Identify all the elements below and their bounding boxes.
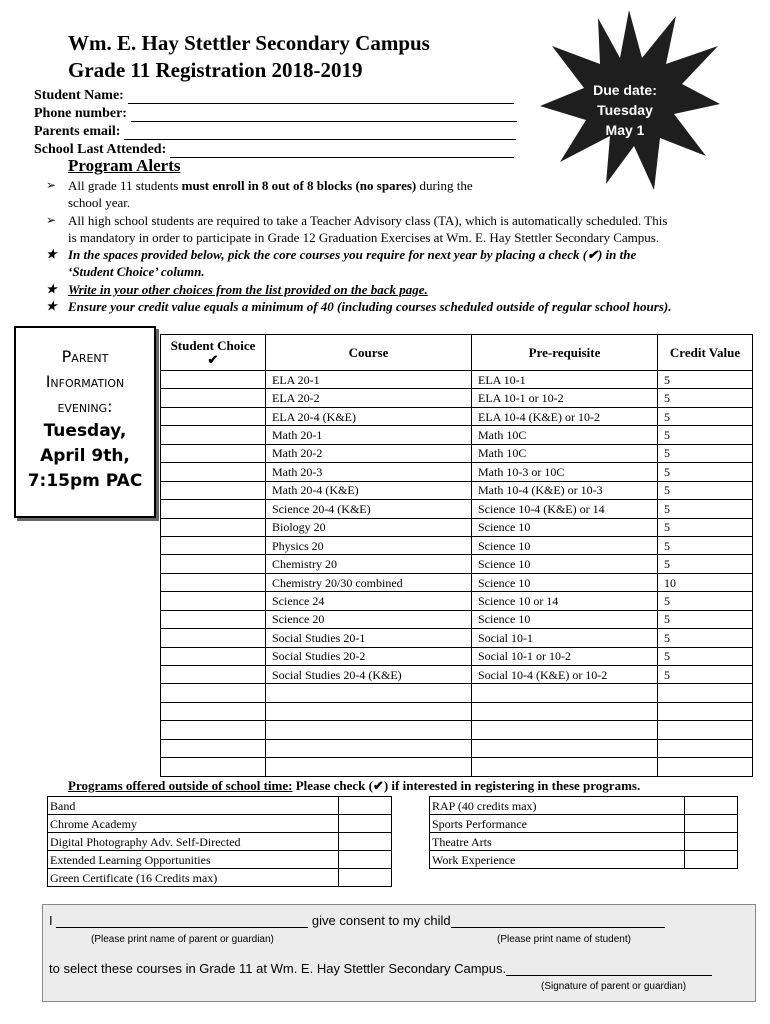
- program-check-cell[interactable]: [339, 797, 392, 815]
- due-date-text: [566, 80, 684, 140]
- credit-value-cell: [658, 739, 753, 757]
- program-name: RAP (40 credits max): [430, 797, 685, 815]
- student-choice-cell[interactable]: [161, 536, 266, 554]
- course-row: [161, 573, 753, 591]
- credit-value-cell: [658, 721, 753, 739]
- alert-item: [46, 298, 726, 315]
- student-choice-cell[interactable]: [161, 481, 266, 499]
- credit-value-cell: 5: [658, 518, 753, 536]
- course-cell: ELA 20-2: [266, 389, 472, 407]
- program-row: [430, 851, 738, 869]
- credit-value-cell: [658, 758, 753, 776]
- due-date-day: Tuesday: [597, 102, 653, 118]
- student-choice-cell[interactable]: [161, 758, 266, 776]
- program-check-cell[interactable]: [339, 869, 392, 887]
- student-choice-cell[interactable]: [161, 518, 266, 536]
- student-choice-cell[interactable]: [161, 592, 266, 610]
- student-choice-cell[interactable]: [161, 739, 266, 757]
- credit-value-cell: 5: [658, 666, 753, 684]
- program-check-cell[interactable]: [339, 815, 392, 833]
- alert-text: All high school students are required to take a Teacher Advisory class (TA), which is automatically scheduled. This: [68, 213, 668, 228]
- prerequisite-cell: Math 10C: [472, 426, 658, 444]
- course-row: [161, 426, 753, 444]
- prerequisite-cell: Social 10-1 or 10-2: [472, 647, 658, 665]
- program-row: [48, 833, 392, 851]
- parent-info-line: 7:15pm PAC: [27, 471, 143, 491]
- phone-number-line[interactable]: [131, 107, 517, 122]
- prerequisite-cell: Math 10C: [472, 444, 658, 462]
- course-row: [161, 555, 753, 573]
- course-cell: Biology 20: [266, 518, 472, 536]
- student-choice-cell[interactable]: [161, 573, 266, 591]
- program-check-cell[interactable]: [339, 851, 392, 869]
- program-name: Theatre Arts: [430, 833, 685, 851]
- course-row: [161, 444, 753, 462]
- course-row: [161, 739, 753, 757]
- credit-value-cell: 5: [658, 629, 753, 647]
- parents-email-line[interactable]: [124, 125, 516, 140]
- program-name: Green Certificate (16 Credits max): [48, 869, 339, 887]
- program-row: [48, 797, 392, 815]
- program-check-cell[interactable]: [685, 797, 738, 815]
- course-row: [161, 389, 753, 407]
- student-choice-cell[interactable]: [161, 407, 266, 425]
- course-row: [161, 684, 753, 702]
- program-name: Digital Photography Adv. Self-Directed: [48, 833, 339, 851]
- due-date-date: May 1: [605, 122, 645, 138]
- credit-value-cell: 5: [658, 444, 753, 462]
- course-row: [161, 721, 753, 739]
- parent-info-line: April 9th,: [40, 446, 130, 466]
- consent-i: I: [49, 913, 53, 928]
- course-row: [161, 518, 753, 536]
- student-choice-cell[interactable]: [161, 666, 266, 684]
- program-check-cell[interactable]: [685, 851, 738, 869]
- credit-value-cell: 5: [658, 610, 753, 628]
- parent-info-line: Parent: [61, 347, 109, 366]
- student-choice-cell[interactable]: [161, 610, 266, 628]
- page-title: Wm. E. Hay Stettler Secondary Campus: [68, 31, 430, 55]
- student-choice-cell[interactable]: [161, 444, 266, 462]
- prerequisite-cell: Math 10-3 or 10C: [472, 463, 658, 481]
- programs-table-right: [429, 796, 738, 869]
- parent-info-text: [14, 344, 156, 494]
- credit-value-cell: 5: [658, 426, 753, 444]
- course-cell: Science 20-4 (K&E): [266, 500, 472, 518]
- prerequisite-cell: Science 10: [472, 610, 658, 628]
- course-cell: Math 20-3: [266, 463, 472, 481]
- prerequisite-cell: [472, 758, 658, 776]
- programs-heading: [68, 778, 640, 794]
- alert-item: [46, 246, 726, 280]
- course-row: [161, 629, 753, 647]
- credit-value-cell: 5: [658, 407, 753, 425]
- course-row: [161, 371, 753, 389]
- program-row: [430, 815, 738, 833]
- course-table: [160, 334, 753, 777]
- alert-item: [46, 212, 726, 246]
- credit-value-header: Credit Value: [658, 335, 753, 371]
- program-row: [430, 797, 738, 815]
- prerequisite-cell: [472, 702, 658, 720]
- student-choice-cell[interactable]: [161, 555, 266, 573]
- course-row: [161, 647, 753, 665]
- student-choice-header: Student Choice ✔: [161, 335, 266, 371]
- phone-number-label: Phone number:: [34, 106, 127, 121]
- parent-info-line: evening:: [57, 397, 113, 416]
- consent-select-text: to select these courses in Grade 11 at Wm. E. Hay Stettler Secondary Campus.: [49, 961, 507, 976]
- alert-text: Write in your other choices from the list provided on the back page.: [68, 282, 428, 297]
- course-row: [161, 407, 753, 425]
- prerequisite-cell: Social 10-4 (K&E) or 10-2: [472, 666, 658, 684]
- alert-text: Ensure your credit value equals a minimum of 40 (including courses scheduled outside of regular school hours).: [68, 299, 672, 314]
- alert-text: during the: [416, 178, 473, 193]
- prerequisite-cell: [472, 721, 658, 739]
- credit-value-cell: 5: [658, 592, 753, 610]
- student-choice-cell[interactable]: [161, 629, 266, 647]
- alert-text: is mandatory in order to participate in Grade 12 Graduation Exercises at Wm. E. Hay Stettler Secondary Campus.: [68, 230, 660, 245]
- star-bullet-icon: ★: [46, 247, 57, 261]
- credit-value-cell: [658, 684, 753, 702]
- credit-value-cell: 5: [658, 389, 753, 407]
- star-bullet-icon: ★: [46, 299, 57, 313]
- course-cell: Math 20-2: [266, 444, 472, 462]
- credit-value-cell: 5: [658, 371, 753, 389]
- student-name-label: Student Name:: [34, 88, 124, 103]
- student-choice-cell[interactable]: [161, 647, 266, 665]
- course-cell: Math 20-4 (K&E): [266, 481, 472, 499]
- course-cell: [266, 702, 472, 720]
- course-cell: ELA 20-4 (K&E): [266, 407, 472, 425]
- prerequisite-cell: ELA 10-1 or 10-2: [472, 389, 658, 407]
- program-name: Work Experience: [430, 851, 685, 869]
- course-row: [161, 481, 753, 499]
- course-row: [161, 500, 753, 518]
- alert-item: [46, 281, 726, 298]
- alert-text: ‘Student Choice’ column.: [68, 264, 205, 279]
- due-date-label: Due date:: [593, 82, 657, 98]
- credit-value-cell: 5: [658, 555, 753, 573]
- prerequisite-cell: Science 10-4 (K&E) or 14: [472, 500, 658, 518]
- student-choice-cell[interactable]: [161, 463, 266, 481]
- program-row: [430, 833, 738, 851]
- credit-value-cell: 5: [658, 536, 753, 554]
- course-cell: Chemistry 20: [266, 555, 472, 573]
- course-row: [161, 666, 753, 684]
- parent-info-line: Tuesday,: [43, 421, 127, 441]
- program-row: [48, 815, 392, 833]
- course-row: [161, 610, 753, 628]
- course-table-header: [161, 335, 753, 371]
- alert-bold-text: must enroll in 8 out of 8 blocks (no spares): [181, 178, 417, 193]
- prerequisite-header: Pre-requisite: [472, 335, 658, 371]
- consent-box: [42, 904, 756, 1002]
- program-row: [48, 869, 392, 887]
- student-choice-cell[interactable]: [161, 426, 266, 444]
- parents-email-label: Parents email:: [34, 124, 121, 139]
- consent-text: give consent to my child: [311, 913, 451, 928]
- course-row: [161, 592, 753, 610]
- program-name: Sports Performance: [430, 815, 685, 833]
- student-name-consent-line[interactable]: [451, 913, 665, 928]
- prerequisite-cell: [472, 739, 658, 757]
- programs-heading-rest: Please check (✔) if interested in registering in these programs.: [292, 778, 641, 793]
- arrow-bullet-icon: ➢: [46, 213, 57, 227]
- credit-value-cell: [658, 702, 753, 720]
- page-subtitle: Grade 11 Registration 2018-2019: [68, 58, 363, 82]
- course-cell: [266, 684, 472, 702]
- school-last-attended-line[interactable]: [170, 143, 514, 158]
- parent-info-line: Information: [45, 372, 125, 391]
- student-choice-cell[interactable]: [161, 500, 266, 518]
- course-row: [161, 702, 753, 720]
- arrow-bullet-icon: ➢: [46, 178, 57, 192]
- alert-item: [46, 177, 726, 211]
- star-bullet-icon: ★: [46, 282, 57, 296]
- prerequisite-cell: Science 10: [472, 573, 658, 591]
- programs-table-left: [47, 796, 392, 887]
- parent-name-line[interactable]: [56, 913, 308, 928]
- credit-value-cell: 5: [658, 481, 753, 499]
- program-row: [48, 851, 392, 869]
- program-check-cell[interactable]: [685, 815, 738, 833]
- prerequisite-cell: ELA 10-4 (K&E) or 10-2: [472, 407, 658, 425]
- student-name-line[interactable]: [128, 89, 514, 104]
- student-choice-cell[interactable]: [161, 389, 266, 407]
- student-choice-cell[interactable]: [161, 702, 266, 720]
- course-cell: ELA 20-1: [266, 371, 472, 389]
- program-name: Extended Learning Opportunities: [48, 851, 339, 869]
- alert-text: All grade 11 students: [68, 178, 182, 193]
- program-check-cell[interactable]: [685, 833, 738, 851]
- student-name-caption: (Please print name of student): [497, 934, 631, 945]
- student-choice-cell[interactable]: [161, 371, 266, 389]
- credit-value-cell: 10: [658, 573, 753, 591]
- course-cell: Science 24: [266, 592, 472, 610]
- course-row: [161, 536, 753, 554]
- student-name-field[interactable]: [34, 86, 514, 104]
- programs-heading-underlined: Programs offered outside of school time:: [68, 778, 293, 793]
- course-header: Course: [266, 335, 472, 371]
- prerequisite-cell: Science 10: [472, 518, 658, 536]
- program-alerts-heading: Program Alerts: [68, 156, 181, 175]
- signature-caption: (Signature of parent or guardian): [541, 981, 687, 992]
- prerequisite-cell: Science 10: [472, 555, 658, 573]
- course-row: [161, 758, 753, 776]
- prerequisite-cell: ELA 10-1: [472, 371, 658, 389]
- course-cell: Physics 20: [266, 536, 472, 554]
- course-cell: Chemistry 20/30 combined: [266, 573, 472, 591]
- alert-text: school year.: [68, 195, 131, 210]
- course-cell: [266, 758, 472, 776]
- prerequisite-cell: [472, 684, 658, 702]
- prerequisite-cell: Social 10-1: [472, 629, 658, 647]
- signature-line[interactable]: [506, 961, 712, 976]
- phone-number-field[interactable]: [34, 104, 517, 122]
- credit-value-cell: 5: [658, 647, 753, 665]
- prerequisite-cell: Math 10-4 (K&E) or 10-3: [472, 481, 658, 499]
- prerequisite-cell: Science 10 or 14: [472, 592, 658, 610]
- course-cell: Social Studies 20-2: [266, 647, 472, 665]
- school-last-attended-label: School Last Attended:: [34, 142, 167, 157]
- alert-text: In the spaces provided below, pick the core courses you require for next year by placing a check (✔) in the: [68, 247, 637, 262]
- credit-value-cell: 5: [658, 500, 753, 518]
- student-choice-cell[interactable]: [161, 721, 266, 739]
- course-cell: Math 20-1: [266, 426, 472, 444]
- course-row: [161, 463, 753, 481]
- course-cell: [266, 739, 472, 757]
- parent-name-caption: (Please print name of parent or guardian): [91, 934, 274, 945]
- prerequisite-cell: Science 10: [472, 536, 658, 554]
- course-cell: [266, 721, 472, 739]
- program-name: Band: [48, 797, 339, 815]
- course-cell: Social Studies 20-4 (K&E): [266, 666, 472, 684]
- program-name: Chrome Academy: [48, 815, 339, 833]
- course-cell: Science 20: [266, 610, 472, 628]
- parents-email-field[interactable]: [34, 122, 516, 140]
- student-choice-cell[interactable]: [161, 684, 266, 702]
- credit-value-cell: 5: [658, 463, 753, 481]
- program-check-cell[interactable]: [339, 833, 392, 851]
- course-cell: Social Studies 20-1: [266, 629, 472, 647]
